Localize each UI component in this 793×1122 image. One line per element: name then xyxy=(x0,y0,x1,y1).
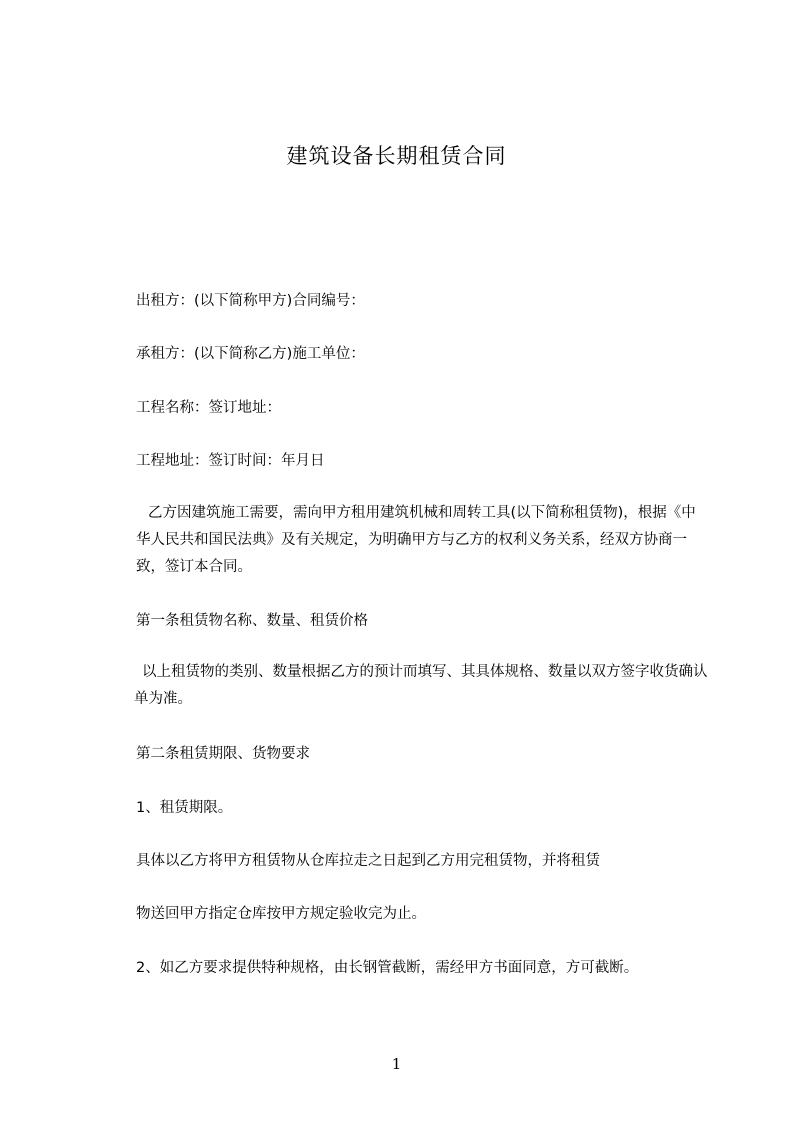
lessor-line: 出租方：(以下简称甲方)合同编号： xyxy=(136,293,365,309)
intro-paragraph: 乙方因建筑施工需要，需向甲方租用建筑机械和周转工具(以下简称租赁物)，根据《中华人民共和国民法典》及有关规定，为明确甲方与乙方的权利义务关系，经双方协商一致，签订本合同。 xyxy=(136,505,696,575)
item-1-body-line-2: 物送回甲方指定仓库按甲方规定验收完为止。 xyxy=(136,906,426,922)
project-name-line: 工程名称：签订地址： xyxy=(136,400,281,416)
item-1-heading: 1、租赁期限。 xyxy=(136,800,233,816)
item-1-body-line-1: 具体以乙方将甲方租赁物从仓库拉走之日起到乙方用完租赁物，并将租赁 xyxy=(136,853,600,869)
lessee-line: 承租方：(以下简称乙方)施工单位： xyxy=(136,346,365,362)
article-1-heading: 第一条租赁物名称、数量、租赁价格 xyxy=(136,613,368,629)
page-number: 1 xyxy=(391,1055,402,1073)
document-title: 建筑设备长期租赁合同 xyxy=(286,144,507,168)
project-address-line: 工程地址：签订时间：年月日 xyxy=(136,453,325,469)
item-2-line: 2、如乙方要求提供特种规格，由长钢管截断，需经甲方书面同意，方可截断。 xyxy=(136,960,639,976)
article-1-body: 以上租赁物的类别、数量根据乙方的预计而填写、其具体规格、数量以双方签字收货确认单为准。 xyxy=(134,664,708,707)
article-2-heading: 第二条租赁期限、货物要求 xyxy=(136,746,310,762)
